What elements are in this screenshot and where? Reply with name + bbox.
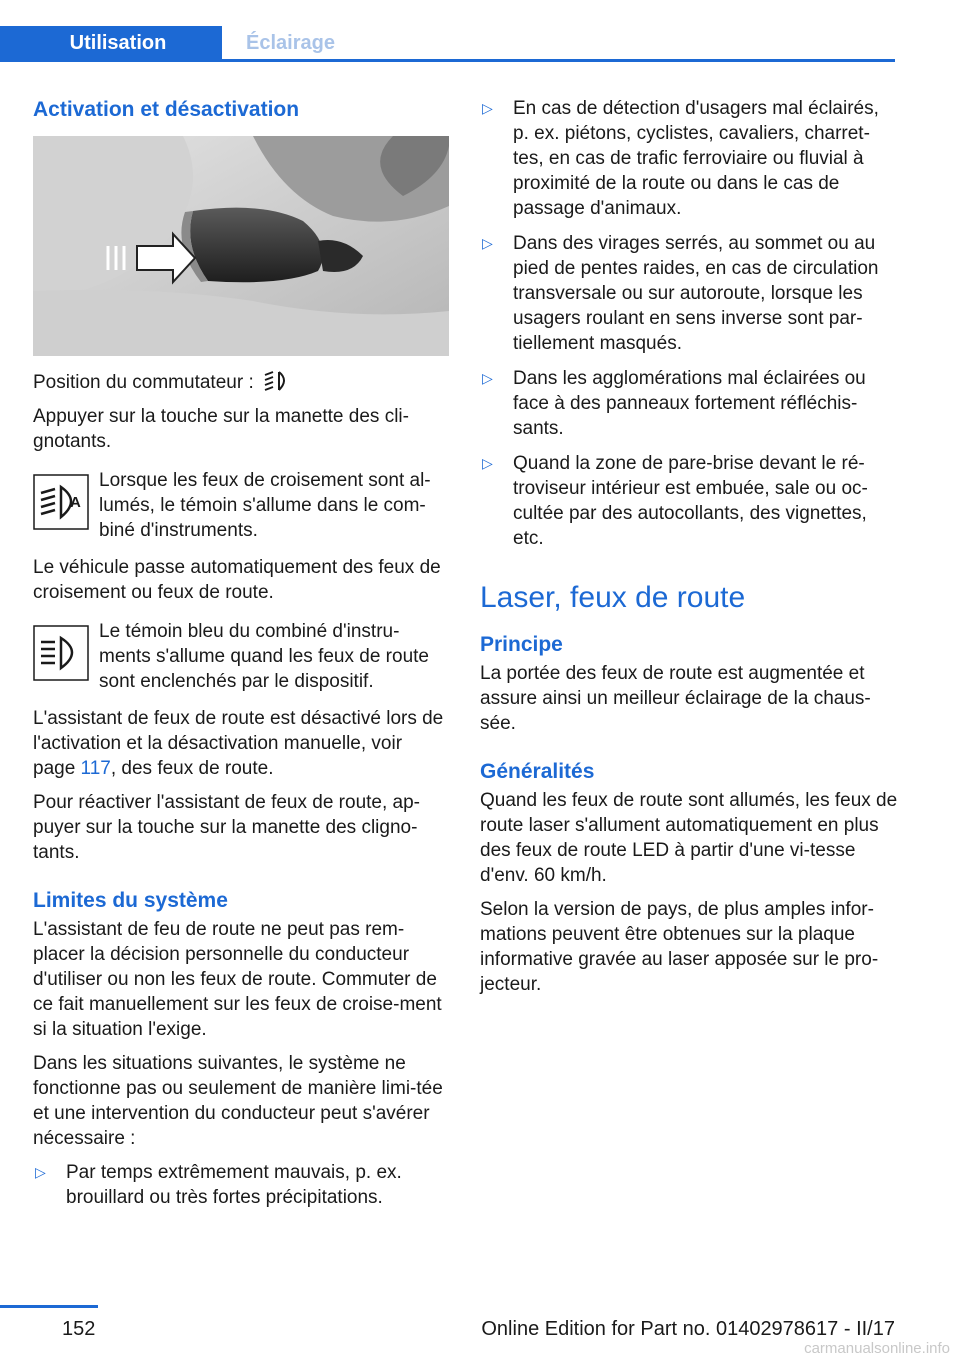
tab-eclairage[interactable]: Éclairage (246, 31, 335, 54)
auto-switch-text: Le véhicule passe automatiquement des feux de croisement ou feux de route. (33, 557, 441, 603)
heading-activation: Activation et désactivation (33, 98, 300, 121)
switch-position-text: Position du commutateur : (33, 368, 449, 395)
heading-limits: Limites du système (33, 889, 228, 912)
triangle-bullet-icon: ▷ (482, 455, 493, 471)
header-divider (0, 59, 895, 62)
triangle-bullet-icon: ▷ (482, 100, 493, 116)
reactivate-text: Pour réactiver l'assistant de feux de route, ap-puyer sur la touche sur la manette des cligno-tants. (33, 792, 420, 863)
triangle-bullet-icon: ▷ (35, 1164, 46, 1180)
low-beam-note (33, 468, 449, 543)
list-item: ▷ Par temps extrêmement mauvais, p. ex. brouillard ou très fortes précipitations. (35, 1162, 402, 1208)
limits-text: L'assistant de feu de route ne peut pas rem-placer la décision personnelle du conducteur d'utiliser ou non les feux de route. Commuter de ce fait manuellement sur les feux de croise-ment si la situation l'exige. (33, 919, 442, 1040)
turn-signal-stalk-photo (33, 136, 449, 356)
list-item: ▷ En cas de détection d'usagers mal éclairés, p. ex. piétons, cyclistes, cavaliers, charret-tes, en cas de trafic ferroviaire ou fluvial à proximité de la route ou dans le cas de passage d'animaux. (482, 98, 879, 219)
svg-text:A: A (70, 494, 81, 511)
low-beam-indicator-icon (33, 474, 89, 530)
heading-laser: Laser, feux de route (480, 581, 746, 614)
right-column (480, 96, 898, 1006)
page-header (0, 0, 960, 62)
press-instruction: Appuyer sur la touche sur la manette des cli-gnotants. (33, 406, 409, 452)
edition-text: Online Edition for Part no. 01402978617 - II/17 (481, 1318, 895, 1340)
triangle-bullet-icon: ▷ (482, 370, 493, 386)
country-text: Selon la version de pays, de plus amples infor-mations peuvent être obtenues sur la plaque informative gravée au laser apposée sur le pro-jecteur. (480, 899, 879, 995)
tab-utilisation[interactable]: Utilisation (0, 26, 222, 60)
heading-principle: Principe (480, 633, 563, 656)
general-text: Quand les feux de route sont allumés, les feux de route laser s'allument automatiquement en plus des feux de route LED à partir d'une vi-tesse d'env. 60 km/h. (480, 790, 898, 886)
high-beam-note-text: Le témoin bleu du combiné d'instru-ments s'allume quand les feux de route sont enclenchés par le dispositif. (99, 621, 429, 692)
high-beam-note (33, 619, 449, 694)
low-beam-note-text: Lorsque les feux de croisement sont al-lumés, le témoin s'allume dans le com-biné d'instruments. (99, 470, 431, 541)
footer-divider (0, 1305, 98, 1308)
principle-text: La portée des feux de route est augmentée et assure ainsi un meilleur éclairage de la chaus-sée. (480, 663, 871, 734)
watermark: carmanualsonline.info (804, 1340, 950, 1357)
high-beam-assistant-icon (259, 368, 293, 392)
page-number: 152 (62, 1318, 96, 1340)
heading-general: Généralités (480, 760, 595, 783)
limits-list-left (33, 1160, 449, 1210)
situations-text: Dans les situations suivantes, le système ne fonctionne pas ou seulement de manière limi-tée et une intervention du conducteur peut s'avérer nécessaire : (33, 1053, 443, 1149)
left-column (33, 96, 449, 1220)
page-link-117[interactable]: 117 (80, 758, 111, 779)
list-item: ▷ Quand la zone de pare-brise devant le ré-troviseur intérieur est embuée, sale ou oc-cultée par des autocollants, des vignettes, etc. (482, 453, 868, 549)
list-item: ▷ Dans des virages serrés, au sommet ou au pied de pentes raides, en cas de circulation transversale ou sur autoroute, lorsque les usagers roulant en sens inverse sont par-tiellement masqués. (482, 233, 879, 354)
limits-list-right (480, 96, 898, 551)
triangle-bullet-icon: ▷ (482, 235, 493, 251)
list-item: ▷ Dans les agglomérations mal éclairées ou face à des panneaux fortement réfléchis-sants. (482, 368, 866, 439)
high-beam-indicator-icon (33, 625, 89, 681)
deactivation-text: L'assistant de feux de route est désactivé lors de l'activation et la désactivation manuelle, voir page 117, des feux de route. (33, 708, 444, 779)
